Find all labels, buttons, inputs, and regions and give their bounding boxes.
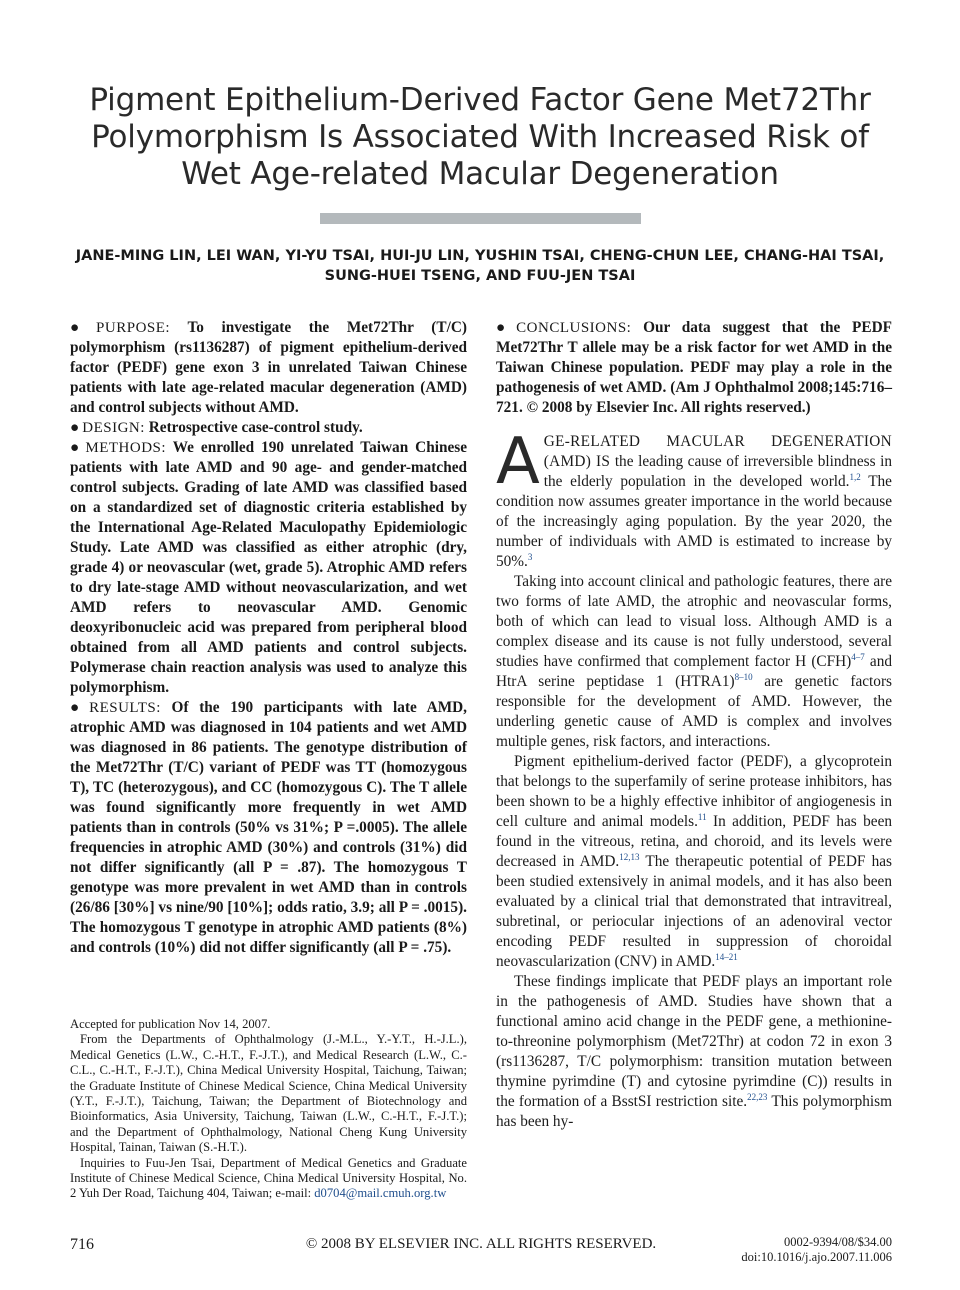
reference-link[interactable]: 1,2 — [849, 471, 861, 482]
body-paragraph: Pigment epithelium-derived factor (PEDF), a glycoprotein that belongs to the superfamily of serine protease inhibitors, has been shown to be a highly effective inhibitor of angiogenesis in cell culture and animal models.$^{11}$ In addition, PEDF has been found in the vitreous, retina, and choroid, and its levels were decreased in AMD.$^{12,13}$ The therapeutic potential of PEDF has been studied extensively in animal models, and it has also been evaluated by a clinical trial that demonstrated that intravitreal, subretinal, or periocular injections of an adenoviral vector encoding PEDF resulted in suppression of choroidal neovascularization (CNV) in AMD.$^{14-21}$ — [496, 753, 893, 970]
page-number: 716 — [70, 1236, 94, 1253]
affiliations: From the Departments of Ophthalmology (J.-M.L., Y.-Y.T., H.-J.L.), Medical Genetics (L.W., C.-H.T., F.-J.T.), and Medical Research (L.W., C.-C.L., C.-H.T., F.-J.T.), China Medical University Hospital, Taichung, Taiwan; the Graduate Institute of Chinese Medical Science, China Medical University (Y.T., F.-J.T.), Taichung, Taiwan; the Department of Biotechnology and Bioinformatics, Asia University, Taichung, Taiwan (L.W., C.-H.T., F.-J.T.); and the Department of Ophthalmology, National Cheng Kung University Hospital, Tainan, Taiwan (S.-H.T.). — [70, 1032, 467, 1155]
bullet-icon: ● — [70, 319, 94, 336]
copyright-notice: © 2008 BY ELSEVIER INC. ALL RIGHTS RESERVED. — [305, 1236, 657, 1252]
bullet-icon: ● — [496, 319, 514, 336]
bullet-icon: ● — [70, 699, 87, 716]
reference-link[interactable]: 22,23 — [747, 1091, 768, 1102]
article-identifiers — [741, 1235, 892, 1265]
article-title: Pigment Epithelium-Derived Factor Gene Met72Thr Polymorphism Is Associated With Increased Risk of Wet Age-related Macular Degeneration — [89, 82, 871, 192]
body-paragraph: These findings implicate that PEDF plays an important role in the pathogenesis of AMD. Studies have shown that a functional amino acid change in the PEDF gene, a methionine-to-threonine polymorphism (Met72Thr) at codon 72 in exon 3 (rs1136287, T/C polymorphism: transition mutation between thymine pyrimdine (T) and cytosine pyrimdine (C)) results in the formation of a BsstSI restriction site.$^{22,23}$ This polymorphism has been hy- — [496, 973, 892, 1130]
body-text — [496, 425, 893, 1132]
reference-link[interactable]: 14–21 — [715, 951, 738, 962]
bullet-icon: ● — [70, 439, 83, 456]
reference-link[interactable]: 8–10 — [734, 671, 753, 682]
right-column — [496, 318, 892, 1132]
bullet-icon: ● — [70, 419, 80, 436]
author-list: JANE-MING LIN, LEI WAN, YI-YU TSAI, HUI-JU LIN, YUSHIN TSAI, CHENG-CHUN LEE, CHANG-HAI TSAI, SUNG-HUEI TSENG, AND FUU-JEN TSAI — [75, 248, 885, 284]
reference-link[interactable]: 4–7 — [851, 651, 865, 662]
email-link[interactable]: d0704@mail.cmuh.org.tw — [314, 1186, 447, 1201]
abstract-design: ● DESIGN: Retrospective case-control study. — [70, 419, 363, 436]
doi: doi:10.1016/j.ajo.2007.11.006 — [741, 1250, 892, 1264]
correspondence: Inquiries to Fuu-Jen Tsai, Department of Medical Genetics and Graduate Institute of Chinese Medical Science, China Medical University Hospital, No. 2 Yuh Der Road, Taichung 404, Taiwan; e-mail: d0704@mail.cmuh.org.tw — [70, 1155, 467, 1201]
issn: 0002-9394/08/$34.00 — [784, 1235, 892, 1249]
accepted-date: Accepted for publication Nov 14, 2007. — [70, 1017, 271, 1031]
body-paragraph: AGE-RELATED MACULAR DEGENERATION (AMD) IS the leading cause of irreversible blindness in the elderly population in the developed world.$^{1,2}$ The condition now assumes greater importance in the world because of the increasingly aging population. By the year 2020, the number of individuals with AMD is estimated to increase by 50%.$^3$ — [496, 425, 892, 570]
abstract-results: ● RESULTS: Of the 190 participants with late AMD, atrophic AMD was diagnosed in 104 patients and wet AMD was diagnosed in 86 patients. The genotype distribution of the Met72Thr (T/C) variant of PEDF was TT (homozygous T), TC (heterozygous), and CC (homozygous C). The T allele was found significantly more frequently in wet AMD patients than in controls (50% vs 31%; P =.0005). The allele frequencies in atrophic AMD (30%) and controls (31%) did not differ significantly (all P = .87). The homozygous T genotype was more prevalent in wet AMD than in controls (26/86 [30%] vs nine/90 [10%]; odds ratio, 3.9; all P = .0015). The homozygous T genotype in atrophic AMD patients (8%) and controls (10%) did not differ significantly (all P = .75). — [70, 699, 467, 956]
abstract-conclusions-block — [496, 318, 892, 418]
page-footer — [70, 1236, 892, 1272]
body-paragraph: Taking into account clinical and pathologic features, there are two forms of late AMD, the atrophic and neovascular forms, both of which can lead to visual loss. Although AMD is a complex disease and its cause is not fully understood, several studies have confirmed that complement factor H (CFH)$^{4-7}$ and HtrA serine peptidase 1 (HTRA1)$^{8-10}$ are genetic factors responsible for the development of AMD. However, the underling genetic cause of AMD is complex and involves multiple genes, risk factors, and interactions. — [496, 573, 892, 750]
drop-cap: A — [496, 425, 540, 499]
abstract-purpose: ● PURPOSE: To investigate the Met72Thr (T/C) polymorphism (rs1136287) of pigment epithelium-derived factor (PEDF) gene exon 3 in unrelated Taiwan Chinese patients with late age-related macular degeneration (AMD) and control subjects without AMD. — [70, 319, 467, 416]
abstract-left-column — [70, 318, 467, 958]
title-divider-bar — [320, 213, 641, 224]
article-metadata — [70, 1017, 467, 1202]
journal-citation: (Am J Ophthalmol 2008;145:716–721. © 2008 by Elsevier Inc. All rights reserved.) — [496, 379, 892, 416]
reference-link[interactable]: 3 — [527, 551, 533, 562]
abstract-conclusions: ● CONCLUSIONS: Our data suggest that the PEDF Met72Thr T allele may be a risk factor for wet AMD in the Taiwan Chinese population. PEDF may play a role in the pathogenesis of wet AMD. (Am J Ophthalmol 2008;145:716–721. © 2008 by Elsevier Inc. All rights reserved.) — [496, 319, 892, 416]
abstract-methods: ● METHODS: We enrolled 190 unrelated Taiwan Chinese patients with late AMD and 90 age- and gender-matched control subjects. Grading of late AMD was classified based on a standardized set of diagnostic criteria established by the International Age-Related Maculopathy Epidemiologic Study. Late AMD was classified as either atrophic (dry, grade 4) or neovascular (wet, grade 5). Atrophic AMD refers to dry late-stage AMD without neovascularization, and wet AMD refers to neovascular AMD. Genomic deoxyribonucleic acid was prepared from peripheral blood obtained from all AMD patients and control subjects. Polymerase chain reaction analysis was used to analyze this polymorphism. — [70, 439, 467, 696]
reference-link[interactable]: 12,13 — [619, 851, 640, 862]
reference-link[interactable]: 11 — [697, 811, 707, 822]
